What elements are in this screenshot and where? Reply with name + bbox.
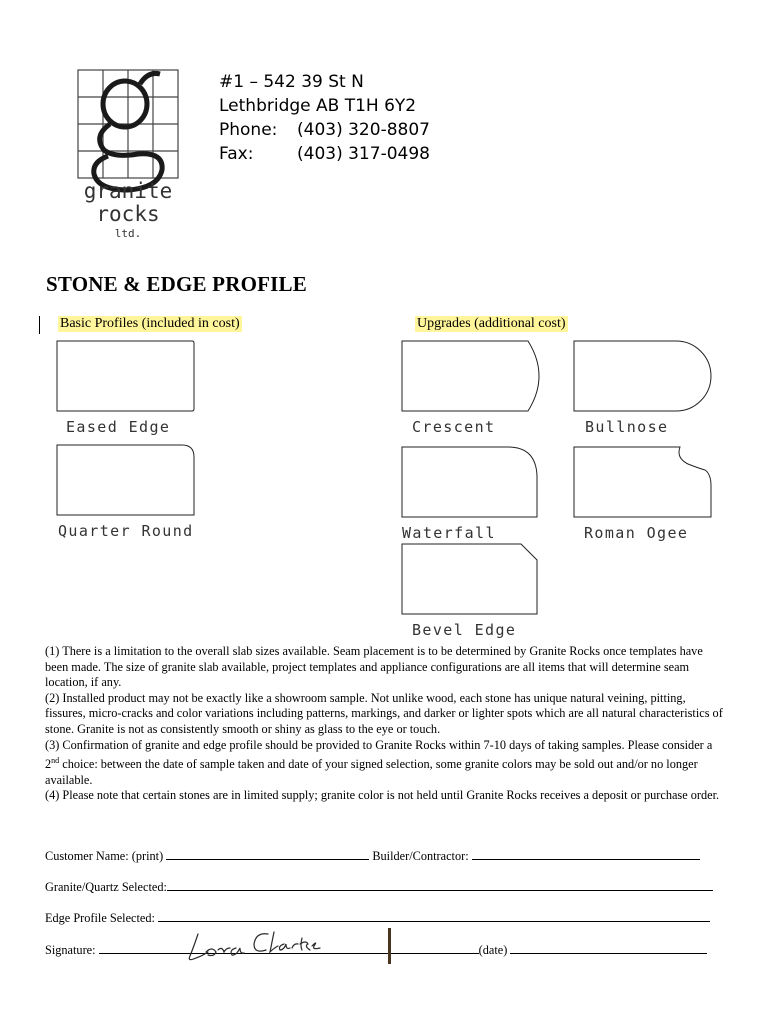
profile-waterfall <box>400 446 580 546</box>
phone-row <box>219 118 430 142</box>
note-3 <box>45 738 725 789</box>
profile-quarter-round <box>55 444 235 544</box>
profile-label-waterfall: Waterfall <box>402 524 496 542</box>
profile-bullnose <box>572 340 752 440</box>
roman-ogee-shape <box>572 446 714 518</box>
edge-profile-row <box>45 909 710 926</box>
note-3-part-2: choice: between the date of sample taken and date of your signed selection, some granite colors may be sold out and/or no longer available. <box>45 757 698 787</box>
granite-row <box>45 878 713 895</box>
logo-text-granite: granite <box>83 179 173 203</box>
logo-text-ltd: ltd. <box>114 227 142 240</box>
crescent-shape <box>400 340 542 412</box>
granite-selected-label: Granite/Quartz Selected: <box>45 880 167 894</box>
upgrades-heading: Upgrades (additional cost) <box>417 316 566 331</box>
customer-builder-row <box>45 847 700 864</box>
profile-crescent <box>400 340 580 440</box>
profile-label-quarter-round: Quarter Round <box>58 522 194 540</box>
profile-roman-ogee <box>572 446 752 546</box>
eased-edge-shape <box>55 340 197 412</box>
profile-label-crescent: Crescent <box>412 418 496 436</box>
note-2: (2) Installed product may not be exactly like a showroom sample. Not unlike wood, each stone has unique natural veining, pitting, fissures, micro-cracks and color variations including patterns, markings, and darker or lighter spots which are all natural characteristics of stone. Granite is not as consistently smooth or shiny as glass to the eye or touch. <box>45 690 723 736</box>
fax-label: Fax: <box>219 144 254 164</box>
handwritten-signature <box>184 926 324 966</box>
customer-name-label: Customer Name: (print) <box>45 849 164 863</box>
customer-name-field[interactable] <box>166 847 369 860</box>
profile-label-roman-ogee: Roman Ogee <box>584 524 689 542</box>
edge-profile-label: Edge Profile Selected: <box>45 911 155 925</box>
note-3-part-1: (3) Confirmation of granite and edge profile should be provided to Granite Rocks within 7-10 days of taking samples. Please consider a 2 <box>45 737 713 772</box>
profile-eased-edge <box>55 340 235 440</box>
edge-profile-field[interactable] <box>158 909 710 922</box>
page-title: STONE & EDGE PROFILE <box>46 272 307 296</box>
note-1: (1) There is a limitation to the overall slab sizes available. Seam placement is to be determined by Granite Rocks once templates have been made. The size of granite slab available, project templates and appliance configurations are all items that will determine seam location, if any. <box>45 644 703 690</box>
builder-field[interactable] <box>472 847 700 860</box>
granite-selected-field[interactable] <box>167 878 713 891</box>
fax-value: (403) 317-0498 <box>297 144 430 164</box>
builder-label: Builder/Contractor: <box>372 849 469 863</box>
note-3-superscript: nd <box>51 756 60 766</box>
basic-profiles-heading: Basic Profiles (included in cost) <box>60 316 240 331</box>
profile-label-bullnose: Bullnose <box>585 418 669 436</box>
phone-value: (403) 320-8807 <box>297 120 430 140</box>
profile-label-eased-edge: Eased Edge <box>66 418 171 436</box>
note-4: (4) Please note that certain stones are in limited supply; granite color is not held until Granite Rocks receives a deposit or purchase order. <box>45 788 720 803</box>
profile-label-bevel-edge: Bevel Edge <box>412 621 517 639</box>
date-field[interactable] <box>510 941 707 954</box>
signature-label: Signature: <box>45 943 96 957</box>
terms-notes <box>45 644 725 804</box>
waterfall-shape <box>400 446 542 518</box>
pen-mark <box>388 928 391 964</box>
quarter-round-shape <box>55 444 197 516</box>
phone-label: Phone: <box>219 120 278 140</box>
text-cursor <box>39 316 40 334</box>
address-line-1: #1 – 542 39 St N <box>219 72 364 92</box>
signature-row <box>45 941 707 958</box>
bullnose-shape <box>572 340 714 412</box>
company-logo <box>68 66 188 242</box>
fax-row <box>219 142 430 166</box>
address-line-2: Lethbridge AB T1H 6Y2 <box>219 96 417 116</box>
profile-bevel-edge <box>400 543 580 643</box>
date-label: (date) <box>478 943 508 957</box>
bevel-edge-shape <box>400 543 542 615</box>
company-address <box>219 70 430 166</box>
logo-text-rocks: rocks <box>96 202 160 226</box>
